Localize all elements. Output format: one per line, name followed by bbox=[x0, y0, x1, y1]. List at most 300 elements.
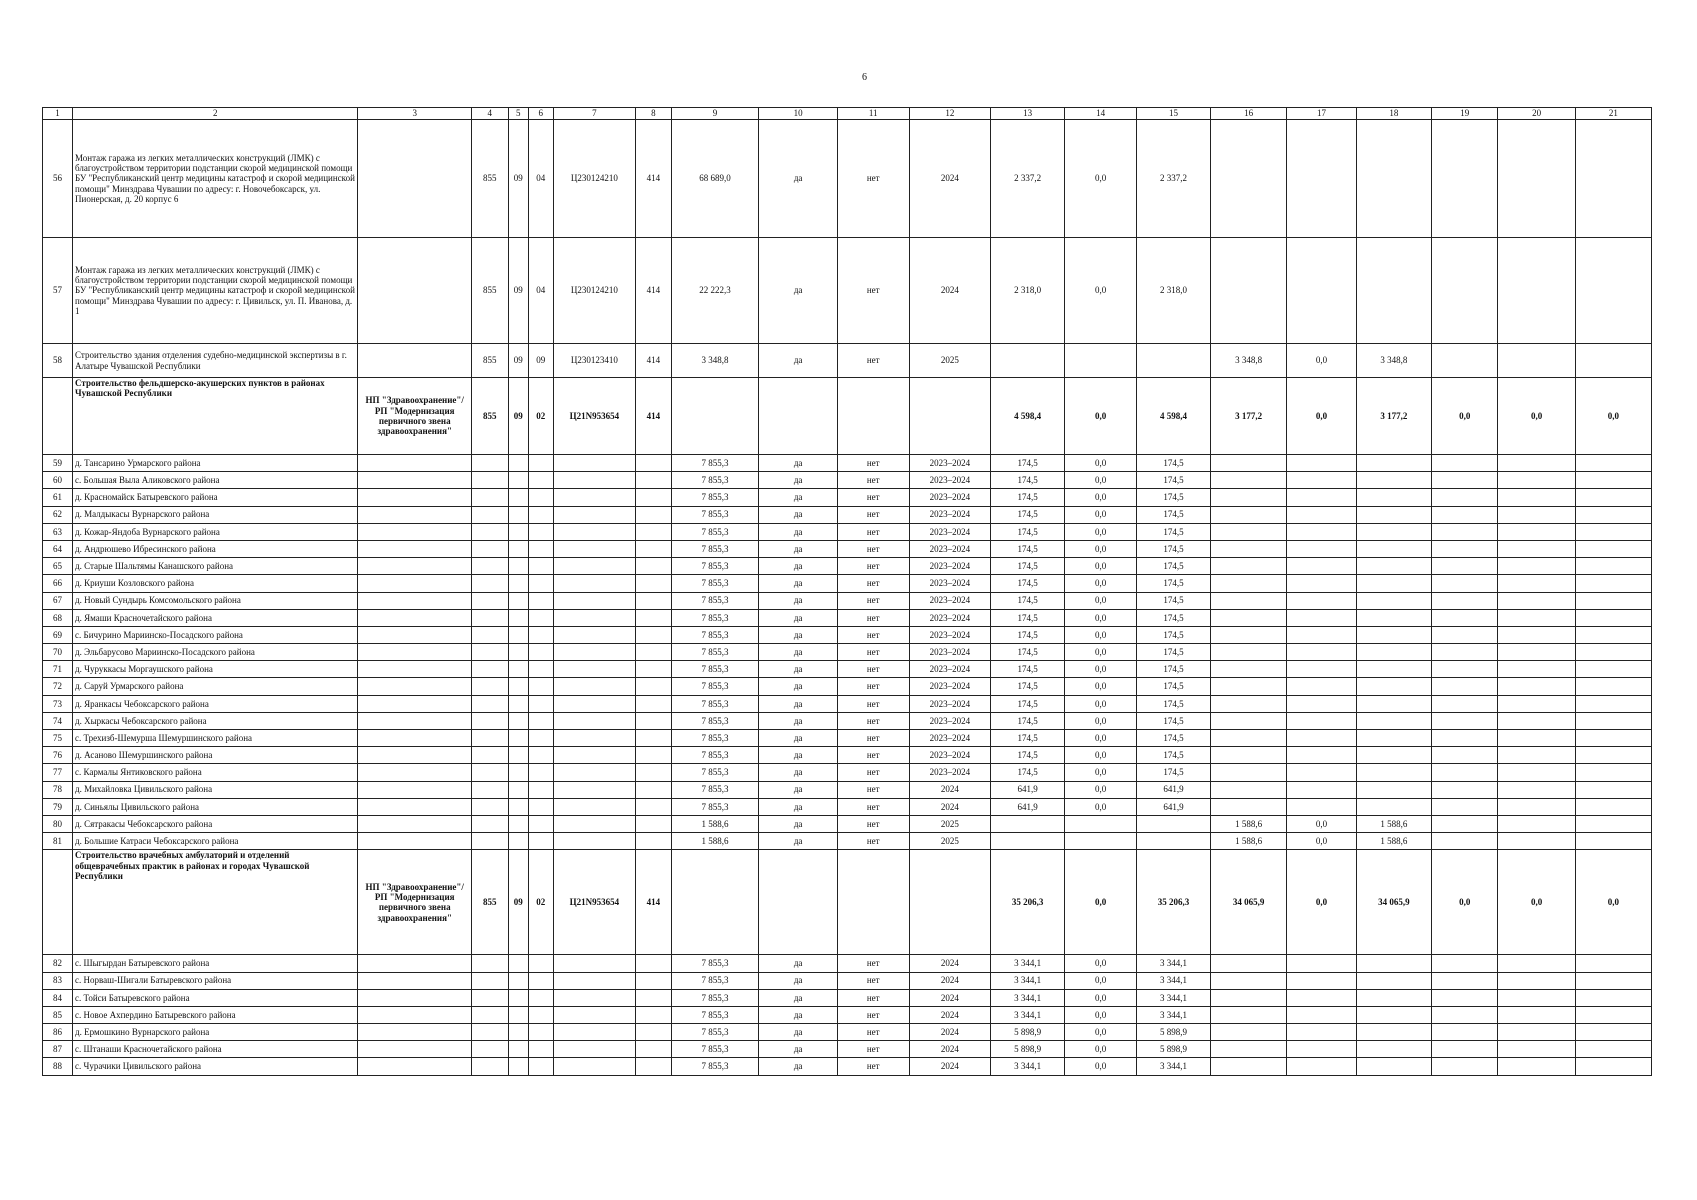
cell-c13: 2 318,0 bbox=[991, 238, 1065, 344]
cell-c19 bbox=[1431, 1041, 1498, 1058]
column-number: 7 bbox=[553, 108, 636, 120]
cell-c18 bbox=[1356, 506, 1431, 523]
cell-c11: нет bbox=[837, 1041, 909, 1058]
cell-c8 bbox=[636, 747, 671, 764]
cell-c16 bbox=[1211, 989, 1287, 1006]
cell-c17 bbox=[1287, 678, 1357, 695]
object-name: д. Новый Сундырь Комсомольского района bbox=[73, 592, 358, 609]
cell-c14: 0,0 bbox=[1065, 712, 1137, 729]
cell-c10: да bbox=[759, 626, 837, 643]
cell-c4 bbox=[472, 955, 508, 972]
cell-c21 bbox=[1575, 678, 1651, 695]
table-row bbox=[43, 695, 1652, 712]
cell-c8 bbox=[636, 1058, 671, 1075]
column-number: 16 bbox=[1211, 108, 1287, 120]
cell-c19 bbox=[1431, 747, 1498, 764]
column-number: 20 bbox=[1498, 108, 1575, 120]
cell-c16 bbox=[1211, 558, 1287, 575]
cell-c15: 174,5 bbox=[1137, 747, 1211, 764]
row-number: 60 bbox=[43, 472, 73, 489]
cell-c15: 3 344,1 bbox=[1137, 972, 1211, 989]
cell-c13: 174,5 bbox=[991, 472, 1065, 489]
object-name: Монтаж гаража из легких металлических конструкций (ЛМК) с благоустройством территории подстанции скорой медицинской помощи БУ "Республиканский центр медицины катастроф и скорой медицинской помощи" Минздрава Чувашии по адресу: г. Цивильск, ул. П. Иванова, д. 1 bbox=[73, 238, 358, 344]
cell-c16 bbox=[1211, 644, 1287, 661]
cell-c12: 2024 bbox=[909, 1041, 991, 1058]
cell-c12: 2023–2024 bbox=[909, 592, 991, 609]
cell-c14: 0,0 bbox=[1065, 781, 1137, 798]
cell-c8 bbox=[636, 730, 671, 747]
cell-c13: 174,5 bbox=[991, 644, 1065, 661]
cell-c12: 2024 bbox=[909, 955, 991, 972]
cell-c8 bbox=[636, 798, 671, 815]
cell-c16 bbox=[1211, 1006, 1287, 1023]
cell-c11: нет bbox=[837, 523, 909, 540]
cell-c9: 7 855,3 bbox=[671, 626, 759, 643]
cell-c19 bbox=[1431, 575, 1498, 592]
cell-c6: 02 bbox=[528, 850, 553, 955]
column-number: 6 bbox=[528, 108, 553, 120]
cell-c20 bbox=[1498, 506, 1575, 523]
row-number bbox=[43, 378, 73, 455]
cell-c15: 174,5 bbox=[1137, 592, 1211, 609]
cell-c16 bbox=[1211, 1041, 1287, 1058]
cell-c20 bbox=[1498, 489, 1575, 506]
cell-c14: 0,0 bbox=[1065, 955, 1137, 972]
cell-c4 bbox=[472, 489, 508, 506]
cell-c9: 7 855,3 bbox=[671, 798, 759, 815]
cell-c17 bbox=[1287, 730, 1357, 747]
cell-c9: 7 855,3 bbox=[671, 523, 759, 540]
row-number: 79 bbox=[43, 798, 73, 815]
cell-c11: нет bbox=[837, 989, 909, 1006]
cell-c10: да bbox=[759, 238, 837, 344]
object-name: д. Ермошкино Вурнарского района bbox=[73, 1024, 358, 1041]
row-number: 84 bbox=[43, 989, 73, 1006]
cell-c5 bbox=[508, 523, 528, 540]
cell-c12: 2023–2024 bbox=[909, 764, 991, 781]
cell-c21 bbox=[1575, 661, 1651, 678]
cell-c4 bbox=[472, 1006, 508, 1023]
column-number: 19 bbox=[1431, 108, 1498, 120]
cell-c9: 7 855,3 bbox=[671, 558, 759, 575]
cell-c12: 2023–2024 bbox=[909, 455, 991, 472]
cell-c18 bbox=[1356, 626, 1431, 643]
cell-c7 bbox=[553, 523, 636, 540]
cell-c16 bbox=[1211, 695, 1287, 712]
table-row bbox=[43, 1024, 1652, 1041]
table-row bbox=[43, 972, 1652, 989]
cell-c4 bbox=[472, 575, 508, 592]
cell-c20 bbox=[1498, 815, 1575, 832]
cell-c8 bbox=[636, 592, 671, 609]
object-name: с. Новое Ахпердино Батыревского района bbox=[73, 1006, 358, 1023]
object-name: с. Штанаши Красночетайского района bbox=[73, 1041, 358, 1058]
cell-c7 bbox=[553, 955, 636, 972]
cell-c17: 0,0 bbox=[1287, 344, 1357, 378]
cell-c16 bbox=[1211, 661, 1287, 678]
cell-c18 bbox=[1356, 1024, 1431, 1041]
cell-c9: 7 855,3 bbox=[671, 455, 759, 472]
cell-c12: 2023–2024 bbox=[909, 523, 991, 540]
table-row bbox=[43, 609, 1652, 626]
object-name: с. Большая Выла Аликовского района bbox=[73, 472, 358, 489]
row-number: 58 bbox=[43, 344, 73, 378]
cell-c14: 0,0 bbox=[1065, 558, 1137, 575]
cell-c20 bbox=[1498, 626, 1575, 643]
cell-c11: нет bbox=[837, 955, 909, 972]
cell-c20 bbox=[1498, 558, 1575, 575]
cell-c4 bbox=[472, 730, 508, 747]
program-cell bbox=[358, 730, 472, 747]
object-name: с. Чурачики Цивильского района bbox=[73, 1058, 358, 1075]
program-cell bbox=[358, 592, 472, 609]
cell-c5 bbox=[508, 798, 528, 815]
cell-c14: 0,0 bbox=[1065, 764, 1137, 781]
table-row bbox=[43, 120, 1652, 238]
cell-c21 bbox=[1575, 644, 1651, 661]
cell-c15: 174,5 bbox=[1137, 712, 1211, 729]
cell-c13: 174,5 bbox=[991, 455, 1065, 472]
cell-c7 bbox=[553, 575, 636, 592]
cell-c9: 1 588,6 bbox=[671, 815, 759, 832]
cell-c7: Ц21N953654 bbox=[553, 850, 636, 955]
cell-c18 bbox=[1356, 678, 1431, 695]
cell-c13 bbox=[991, 344, 1065, 378]
cell-c19 bbox=[1431, 1024, 1498, 1041]
row-number: 76 bbox=[43, 747, 73, 764]
object-name: д. Эльбарусово Мариинско-Посадского района bbox=[73, 644, 358, 661]
cell-c18 bbox=[1356, 798, 1431, 815]
cell-c4: 855 bbox=[472, 378, 508, 455]
cell-c15: 3 344,1 bbox=[1137, 1058, 1211, 1075]
row-number: 72 bbox=[43, 678, 73, 695]
cell-c11: нет bbox=[837, 489, 909, 506]
cell-c19 bbox=[1431, 1058, 1498, 1075]
cell-c4: 855 bbox=[472, 344, 508, 378]
cell-c14: 0,0 bbox=[1065, 661, 1137, 678]
object-name: д. Криуши Козловского района bbox=[73, 575, 358, 592]
cell-c9: 3 348,8 bbox=[671, 344, 759, 378]
cell-c13: 174,5 bbox=[991, 609, 1065, 626]
cell-c21 bbox=[1575, 730, 1651, 747]
cell-c12: 2024 bbox=[909, 781, 991, 798]
cell-c14: 0,0 bbox=[1065, 472, 1137, 489]
cell-c18 bbox=[1356, 523, 1431, 540]
cell-c8 bbox=[636, 781, 671, 798]
cell-c7 bbox=[553, 989, 636, 1006]
cell-c20 bbox=[1498, 798, 1575, 815]
cell-c10: да bbox=[759, 1041, 837, 1058]
cell-c6 bbox=[528, 661, 553, 678]
table-row bbox=[43, 472, 1652, 489]
cell-c19 bbox=[1431, 523, 1498, 540]
column-number: 4 bbox=[472, 108, 508, 120]
table-row bbox=[43, 644, 1652, 661]
cell-c15: 3 344,1 bbox=[1137, 955, 1211, 972]
cell-c6 bbox=[528, 1041, 553, 1058]
row-number: 62 bbox=[43, 506, 73, 523]
cell-c4 bbox=[472, 661, 508, 678]
cell-c4 bbox=[472, 678, 508, 695]
cell-c13: 3 344,1 bbox=[991, 955, 1065, 972]
cell-c9: 7 855,3 bbox=[671, 712, 759, 729]
cell-c14: 0,0 bbox=[1065, 1024, 1137, 1041]
cell-c9: 7 855,3 bbox=[671, 730, 759, 747]
cell-c6 bbox=[528, 558, 553, 575]
cell-c6: 04 bbox=[528, 120, 553, 238]
cell-c7 bbox=[553, 609, 636, 626]
cell-c19 bbox=[1431, 972, 1498, 989]
column-number: 21 bbox=[1575, 108, 1651, 120]
program-cell bbox=[358, 455, 472, 472]
cell-c8 bbox=[636, 989, 671, 1006]
cell-c4 bbox=[472, 644, 508, 661]
column-number: 5 bbox=[508, 108, 528, 120]
cell-c17 bbox=[1287, 626, 1357, 643]
cell-c8: 414 bbox=[636, 344, 671, 378]
object-name: д. Синьялы Цивильского района bbox=[73, 798, 358, 815]
cell-c14: 0,0 bbox=[1065, 1041, 1137, 1058]
object-name: д. Андрюшево Ибресинского района bbox=[73, 540, 358, 557]
cell-c20 bbox=[1498, 644, 1575, 661]
cell-c10 bbox=[759, 378, 837, 455]
cell-c7 bbox=[553, 472, 636, 489]
cell-c9: 7 855,3 bbox=[671, 955, 759, 972]
cell-c21 bbox=[1575, 712, 1651, 729]
cell-c6 bbox=[528, 678, 553, 695]
cell-c7 bbox=[553, 1006, 636, 1023]
cell-c19 bbox=[1431, 661, 1498, 678]
cell-c20 bbox=[1498, 455, 1575, 472]
cell-c14: 0,0 bbox=[1065, 506, 1137, 523]
column-number: 8 bbox=[636, 108, 671, 120]
cell-c20 bbox=[1498, 833, 1575, 850]
cell-c17 bbox=[1287, 781, 1357, 798]
cell-c8 bbox=[636, 609, 671, 626]
cell-c4 bbox=[472, 781, 508, 798]
cell-c17 bbox=[1287, 472, 1357, 489]
row-number: 56 bbox=[43, 120, 73, 238]
cell-c18 bbox=[1356, 747, 1431, 764]
cell-c10: да bbox=[759, 678, 837, 695]
cell-c10: да bbox=[759, 644, 837, 661]
cell-c5: 09 bbox=[508, 238, 528, 344]
cell-c9: 7 855,3 bbox=[671, 989, 759, 1006]
cell-c8 bbox=[636, 523, 671, 540]
cell-c12: 2024 bbox=[909, 1006, 991, 1023]
cell-c12: 2023–2024 bbox=[909, 730, 991, 747]
cell-c11: нет bbox=[837, 815, 909, 832]
cell-c17 bbox=[1287, 764, 1357, 781]
cell-c11: нет bbox=[837, 833, 909, 850]
cell-c13: 174,5 bbox=[991, 506, 1065, 523]
cell-c20 bbox=[1498, 609, 1575, 626]
cell-c7 bbox=[553, 506, 636, 523]
cell-c10: да bbox=[759, 747, 837, 764]
cell-c6: 09 bbox=[528, 344, 553, 378]
cell-c9: 7 855,3 bbox=[671, 609, 759, 626]
cell-c10: да bbox=[759, 523, 837, 540]
cell-c7 bbox=[553, 644, 636, 661]
cell-c8 bbox=[636, 678, 671, 695]
object-name: д. Михайловка Цивильского района bbox=[73, 781, 358, 798]
cell-c21 bbox=[1575, 575, 1651, 592]
cell-c21 bbox=[1575, 695, 1651, 712]
cell-c14 bbox=[1065, 833, 1137, 850]
cell-c18 bbox=[1356, 592, 1431, 609]
cell-c7 bbox=[553, 558, 636, 575]
cell-c21 bbox=[1575, 120, 1651, 238]
cell-c10 bbox=[759, 850, 837, 955]
cell-c5 bbox=[508, 661, 528, 678]
cell-c12: 2024 bbox=[909, 798, 991, 815]
page-number: 6 bbox=[862, 72, 867, 83]
row-number: 78 bbox=[43, 781, 73, 798]
cell-c18 bbox=[1356, 730, 1431, 747]
cell-c21 bbox=[1575, 781, 1651, 798]
cell-c5 bbox=[508, 955, 528, 972]
cell-c7 bbox=[553, 712, 636, 729]
cell-c11: нет bbox=[837, 661, 909, 678]
cell-c20 bbox=[1498, 575, 1575, 592]
cell-c20 bbox=[1498, 661, 1575, 678]
cell-c11: нет bbox=[837, 747, 909, 764]
cell-c8 bbox=[636, 1041, 671, 1058]
cell-c15: 5 898,9 bbox=[1137, 1024, 1211, 1041]
row-number: 83 bbox=[43, 972, 73, 989]
cell-c8 bbox=[636, 540, 671, 557]
cell-c19 bbox=[1431, 455, 1498, 472]
cell-c19 bbox=[1431, 120, 1498, 238]
cell-c5 bbox=[508, 712, 528, 729]
cell-c20 bbox=[1498, 972, 1575, 989]
cell-c8 bbox=[636, 972, 671, 989]
cell-c5 bbox=[508, 626, 528, 643]
program-cell bbox=[358, 344, 472, 378]
cell-c7 bbox=[553, 1024, 636, 1041]
cell-c13: 174,5 bbox=[991, 575, 1065, 592]
cell-c19: 0,0 bbox=[1431, 850, 1498, 955]
row-number: 68 bbox=[43, 609, 73, 626]
cell-c8 bbox=[636, 455, 671, 472]
cell-c8 bbox=[636, 712, 671, 729]
cell-c4 bbox=[472, 472, 508, 489]
cell-c7 bbox=[553, 972, 636, 989]
cell-c14: 0,0 bbox=[1065, 850, 1137, 955]
cell-c17: 0,0 bbox=[1287, 833, 1357, 850]
cell-c12 bbox=[909, 378, 991, 455]
cell-c7 bbox=[553, 1058, 636, 1075]
cell-c7 bbox=[553, 764, 636, 781]
cell-c11: нет bbox=[837, 972, 909, 989]
table-row bbox=[43, 489, 1652, 506]
table-row bbox=[43, 989, 1652, 1006]
object-name: с. Трехизб-Шемурша Шемуршинского района bbox=[73, 730, 358, 747]
row-number: 61 bbox=[43, 489, 73, 506]
cell-c16: 34 065,9 bbox=[1211, 850, 1287, 955]
cell-c12: 2024 bbox=[909, 1058, 991, 1075]
cell-c6 bbox=[528, 695, 553, 712]
cell-c17 bbox=[1287, 506, 1357, 523]
cell-c12: 2023–2024 bbox=[909, 661, 991, 678]
cell-c7 bbox=[553, 626, 636, 643]
cell-c6 bbox=[528, 955, 553, 972]
row-number: 65 bbox=[43, 558, 73, 575]
cell-c17: 0,0 bbox=[1287, 378, 1357, 455]
program-cell bbox=[358, 489, 472, 506]
cell-c7 bbox=[553, 798, 636, 815]
cell-c21 bbox=[1575, 626, 1651, 643]
cell-c18 bbox=[1356, 955, 1431, 972]
cell-c6 bbox=[528, 730, 553, 747]
cell-c12: 2024 bbox=[909, 972, 991, 989]
data-table bbox=[42, 107, 1652, 1076]
cell-c4 bbox=[472, 558, 508, 575]
cell-c19 bbox=[1431, 489, 1498, 506]
table-row bbox=[43, 540, 1652, 557]
cell-c19 bbox=[1431, 764, 1498, 781]
cell-c20 bbox=[1498, 540, 1575, 557]
cell-c20 bbox=[1498, 1041, 1575, 1058]
cell-c4 bbox=[472, 592, 508, 609]
cell-c7 bbox=[553, 592, 636, 609]
cell-c5 bbox=[508, 644, 528, 661]
cell-c17 bbox=[1287, 609, 1357, 626]
cell-c8 bbox=[636, 644, 671, 661]
cell-c17: 0,0 bbox=[1287, 850, 1357, 955]
cell-c20 bbox=[1498, 695, 1575, 712]
cell-c8 bbox=[636, 955, 671, 972]
column-number: 12 bbox=[909, 108, 991, 120]
cell-c7: Ц230124210 bbox=[553, 120, 636, 238]
row-number: 67 bbox=[43, 592, 73, 609]
cell-c7 bbox=[553, 781, 636, 798]
cell-c21 bbox=[1575, 798, 1651, 815]
cell-c12: 2023–2024 bbox=[909, 575, 991, 592]
row-number: 75 bbox=[43, 730, 73, 747]
table-row bbox=[43, 506, 1652, 523]
cell-c21 bbox=[1575, 558, 1651, 575]
table-row bbox=[43, 455, 1652, 472]
cell-c14: 0,0 bbox=[1065, 455, 1137, 472]
row-number: 74 bbox=[43, 712, 73, 729]
cell-c14: 0,0 bbox=[1065, 1058, 1137, 1075]
cell-c12: 2023–2024 bbox=[909, 747, 991, 764]
program-cell bbox=[358, 523, 472, 540]
cell-c9: 7 855,3 bbox=[671, 575, 759, 592]
cell-c10: да bbox=[759, 955, 837, 972]
cell-c10: да bbox=[759, 489, 837, 506]
program-cell bbox=[358, 833, 472, 850]
cell-c4: 855 bbox=[472, 850, 508, 955]
cell-c9: 7 855,3 bbox=[671, 764, 759, 781]
cell-c11: нет bbox=[837, 592, 909, 609]
table-row bbox=[43, 1006, 1652, 1023]
cell-c18 bbox=[1356, 609, 1431, 626]
cell-c17 bbox=[1287, 1024, 1357, 1041]
cell-c10: да bbox=[759, 1058, 837, 1075]
cell-c10: да bbox=[759, 455, 837, 472]
cell-c11: нет bbox=[837, 506, 909, 523]
cell-c21 bbox=[1575, 609, 1651, 626]
cell-c21 bbox=[1575, 472, 1651, 489]
table-row bbox=[43, 523, 1652, 540]
cell-c13 bbox=[991, 815, 1065, 832]
cell-c11 bbox=[837, 378, 909, 455]
cell-c11: нет bbox=[837, 644, 909, 661]
object-name: д. Сятракасы Чебоксарского района bbox=[73, 815, 358, 832]
cell-c18 bbox=[1356, 455, 1431, 472]
